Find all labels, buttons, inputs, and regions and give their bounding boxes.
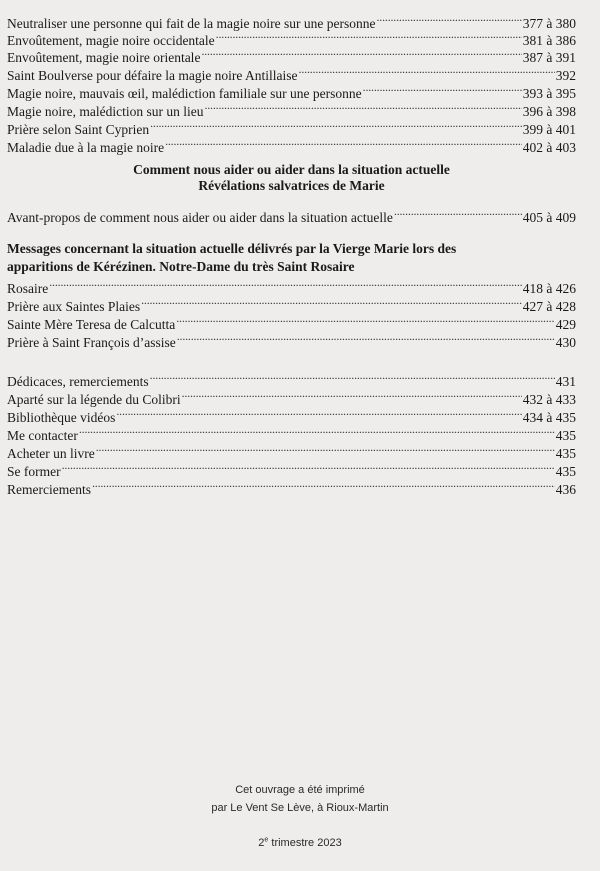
- toc-entry-title: Me contacter: [7, 428, 78, 443]
- toc-entry-page: 435: [555, 464, 576, 479]
- toc-entry-page: 399 à 401: [522, 122, 576, 137]
- toc-leader-dots: [92, 477, 555, 494]
- edition-period: trimestre 2023: [268, 837, 342, 849]
- toc-entry-page: 396 à 398: [522, 104, 576, 119]
- toc-entry-title: Acheter un livre: [7, 446, 95, 461]
- toc-entry-page: 393 à 395: [522, 86, 576, 101]
- toc-leader-dots: [165, 135, 522, 152]
- edition-ordinal-suffix: e: [264, 836, 269, 844]
- toc-leader-dots: [177, 330, 555, 347]
- toc-entry-page: 431: [555, 374, 576, 389]
- toc-leader-dots: [204, 99, 521, 116]
- toc-entry-page: 434 à 435: [522, 410, 576, 425]
- toc-leader-dots: [96, 441, 555, 458]
- printer-credit: Cet ouvrage a été imprimé: [235, 784, 365, 796]
- toc-leader-dots: [116, 405, 521, 422]
- toc-entry-title: Aparté sur la légende du Colibri: [7, 392, 181, 407]
- toc-leader-dots: [182, 387, 522, 404]
- toc-leader-dots: [150, 369, 555, 386]
- toc-entry-title: Sainte Mère Teresa de Calcutta: [7, 317, 176, 332]
- toc-entry-page: 387 à 391: [522, 50, 576, 65]
- toc-entry-page: 427 à 428: [522, 299, 576, 314]
- toc-entry-page: 436: [555, 482, 576, 497]
- toc-leader-dots: [176, 312, 555, 329]
- toc-entry: [7, 205, 576, 226]
- toc-entry-page: 377 à 380: [522, 16, 576, 31]
- toc-leader-dots: [79, 423, 555, 440]
- toc-entry-page: 435: [555, 428, 576, 443]
- toc-entry-title: Envoûtement, magie noire occidentale: [7, 33, 215, 48]
- toc-entry-page: 429: [555, 317, 576, 332]
- toc-leader-dots: [141, 294, 522, 311]
- toc-entry-title: Avant-propos de comment nous aider ou aider dans la situation actuelle: [7, 210, 393, 225]
- toc-leader-dots: [394, 205, 522, 222]
- toc-leader-dots: [150, 117, 522, 134]
- section-heading-continued: apparitions de Kérézinen. Notre-Dame du très Saint Rosaire: [7, 259, 355, 274]
- toc-entry-page: 402 à 403: [522, 140, 576, 155]
- toc-leader-dots: [299, 63, 555, 80]
- toc-entry-page: 392: [555, 68, 576, 83]
- toc-entry-title: Se former: [7, 464, 61, 479]
- printer-location: par Le Vent Se Lève, à Rioux-Martin: [211, 802, 389, 814]
- toc-entry-title: Maladie due à la magie noire: [7, 140, 165, 155]
- toc-entry-title: Envoûtement, magie noire orientale: [7, 50, 201, 65]
- toc-entry-title: Prière selon Saint Cyprien: [7, 122, 150, 137]
- toc-entry-title: Rosaire: [7, 281, 49, 296]
- toc-leader-dots: [62, 459, 555, 476]
- toc-entry-title: Dédicaces, remerciements: [7, 374, 149, 389]
- toc-leader-dots: [363, 81, 522, 98]
- toc-entry-page: 405 à 409: [522, 210, 576, 225]
- section-subheading: Révélations salvatrices de Marie: [198, 178, 385, 193]
- toc-entry-page: 418 à 426: [522, 281, 576, 296]
- toc-leader-dots: [377, 11, 522, 28]
- section-heading: Messages concernant la situation actuelle délivrés par la Vierge Marie lors des: [7, 241, 457, 256]
- section-heading: Comment nous aider ou aider dans la situation actuelle: [133, 162, 450, 177]
- toc-entry-title: Saint Boulverse pour défaire la magie noire Antillaise: [7, 68, 298, 83]
- toc-entry-title: Bibliothèque vidéos: [7, 410, 116, 425]
- toc-entry: [7, 330, 576, 351]
- toc-leader-dots: [216, 28, 522, 45]
- toc-entry-title: Remerciements: [7, 482, 91, 497]
- toc-entry: [7, 135, 576, 156]
- toc-entry-page: 381 à 386: [522, 33, 576, 48]
- toc-entry-title: Magie noire, malédiction sur un lieu: [7, 104, 204, 119]
- toc-entry: [7, 477, 576, 498]
- toc-leader-dots: [201, 45, 521, 62]
- toc-entry-page: 432 à 433: [522, 392, 576, 407]
- toc-entry-title: Prière à Saint François d’assise: [7, 335, 176, 350]
- toc-entry-title: Neutraliser une personne qui fait de la magie noire sur une personne: [7, 16, 376, 31]
- toc-entry-page: 435: [555, 446, 576, 461]
- toc-leader-dots: [49, 276, 522, 293]
- print-date: [0, 836, 600, 850]
- toc-entry-title: Magie noire, mauvais œil, malédiction familiale sur une personne: [7, 86, 362, 101]
- edition-number: 2: [258, 837, 265, 849]
- toc-entry-title: Prière aux Saintes Plaies: [7, 299, 141, 314]
- toc-entry-page: 430: [555, 335, 576, 350]
